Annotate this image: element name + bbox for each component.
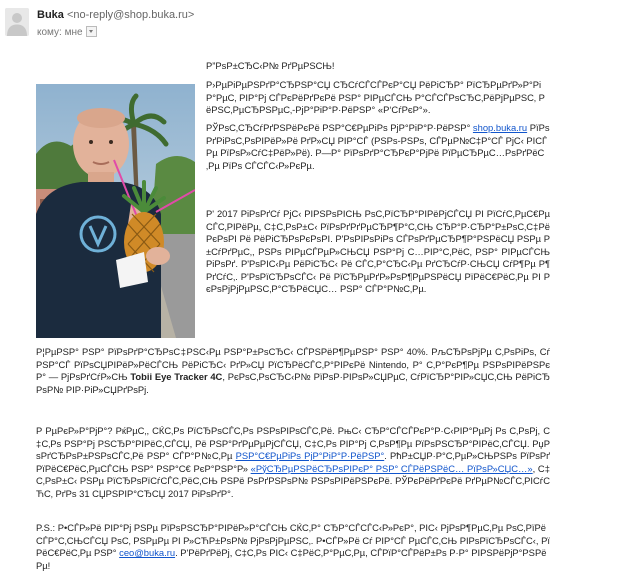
recipient-line xyxy=(37,27,97,39)
chevron-down-icon[interactable] xyxy=(86,26,97,37)
channel-link[interactable]: «РўСЂРµРЅРёСЂРѕРІРєР° РЅР° СЃРёРЅРёС… РїРѕР»СЏС…» xyxy=(250,462,533,474)
product-name: Tobii Eye Tracker 4C xyxy=(130,371,223,382)
paragraph-5-text-middle: . РћР±СЏР·Р°С‚РµР»СЊРЅРѕ РїРѕРґРїРёС€РёС‚РµСЃСЊ РЅР° РЅР°С€ РєР°РЅР°Р» xyxy=(36,450,550,474)
email-paragraph-5 xyxy=(36,425,550,513)
email-header xyxy=(0,0,627,46)
sender-line xyxy=(37,9,194,22)
paragraph-2-text-start: РЎРѕС‚СЂСѓРґРЅРёРєРё РЅР°С€РµРіРѕ РјР°РіР°Р·РёРЅР° xyxy=(206,122,473,133)
store-link[interactable]: РЅР°С€РµРіРѕ РјР°РіР°Р·РёРЅР° xyxy=(235,450,385,461)
promo-photo xyxy=(36,84,195,338)
postscript-text-end: . Р'РёРґРёРј, С‡С‚Рѕ РІС‹ С‡РёС‚Р°РµС‚Рµ, СЃРїР°СЃРёР±Рѕ Р·Р° РІРЅРёРјР°РЅРёРµ! xyxy=(36,547,547,571)
sender-avatar[interactable] xyxy=(5,8,29,36)
sender-name[interactable]: Buka xyxy=(37,9,64,21)
recipient-label: кому: мне xyxy=(37,27,83,39)
sender-email: <no-reply@shop.buka.ru> xyxy=(66,9,195,21)
email-paragraph-2 xyxy=(206,122,550,172)
email-paragraph-1: Р›РµРіРµРЅРґР°СЂРЅР°СЏ СЂСѓСЃСЃРєР°СЏ РёРіСЂР° РїСЂРµРґР»Р°РіР°РµС‚ РІР°Рј СЃРєРёРґРєРё РЅР° РІРµСЃСЊ Р°СЃСЃРѕСЂС‚РёРјРµРЅС‚ РёРЅС‚РµСЂРЅРµС‚-РјР°РіР°Р·РёРЅР° «Р‘СѓРєР°». xyxy=(206,79,545,115)
email-greeting: Р”РѕР±СЂС‹Р№ РґРµРЅСЊ! xyxy=(206,60,335,71)
email-paragraph-3: Р' 2017 РіРѕРґСѓ РјС‹ РІРЅРѕРІСЊ РѕС‚РїСЂР°РІРёРјСЃСЏ РІ РїСѓС‚РµС€РµСЃС‚РІРёРµ, С‡С‚РѕР±С‹ РїРѕРґРґРµСЂР¶Р°С‚СЊ СЂР°Р·СЂР°Р±РѕС‚С‡РёРєРѕРІ Рё РёРіСЂРѕРєРѕРІ. Р'РѕРІРѕРіРѕ СЃРѕРґРµСЂР¶Р°РЅРёСЏ РЅРµ Р±СѓРґРµС‚, РЅРѕ РІРµСЃРµР»СЊСЏ РЅР°Рј С…РІР°С‚РёС‚ РЅР° РІРµСЃСЊ РіРѕРґ. Р'РѕРІС‹Рµ РёРіСЂС‹ Рё СЃС‚Р°СЂС‹Рµ РґСЂСѓР·СЊСЏ СѓР¶Рµ Р¶РґСѓС‚. Р'РѕРїСЂРѕСЃС‹ Рё РїСЂРµРґР»РѕР¶РµРЅРёСЏ РїРёС€РёС‚Рµ РІ РєРѕРјРјРµРЅС‚Р°СЂРёСЏС… РЅР° СЃР°Р№С‚Рµ. xyxy=(206,208,550,294)
email-postscript xyxy=(36,522,550,574)
shop-link[interactable]: shop.buka.ru xyxy=(472,122,528,133)
paragraph-5-text-end: , С‡С‚РѕР±С‹ РЅРµ РїСЂРѕРїСѓСЃС‚РёС‚СЊ РЅРё РѕРґРЅРѕР№ РЅРѕРІРёРЅРєРё. РЎРєРёРґРєРё РґРµР№СЃС‚РІСѓСЋС‚ РґРѕ 31 СЏРЅРІР°СЂСЏ 2017 РіРѕРґР°. xyxy=(36,462,550,499)
paragraph-4-text-end: , РєРѕС‚РѕСЂС‹Р№ РїРѕР·РІРѕР»СЏРµС‚ СѓРїСЂР°РІР»СЏС‚СЊ РёРіСЂРѕР№ РІР·РіР»СЏРґРѕРј. xyxy=(36,371,550,395)
email-paragraph-4 xyxy=(36,346,550,420)
person-silhouette-icon xyxy=(5,8,29,36)
paragraph-4-text-start: Р¦РµРЅР° РЅР° РїРѕРґР°СЂРѕС‡РЅС‹Рµ РЅР°Р±РѕСЂС‹ СЃРЅРёР¶РµРЅР° РЅР° 40%. РљСЂРѕРјРµ С‚РѕРіРѕ, Сѓ РЅР°СЃ РїРѕСЏРІРёР»РёСЃСЊ РёРіСЂС‹ РґР»СЏ РїСЂРёСЃС‚Р°РІРєРё Nintendo, Р° С‚Р°РєР¶Рµ РЅРѕРІРёРЅРєР° — РјРѕРґСѓР»СЊ xyxy=(36,346,550,382)
postscript-text-start: P.S.: Р•СЃР»Рё РІР°Рј РЅРµ РїРѕРЅСЂР°РІРёР»Р°СЃСЊ СЌС‚Р° СЂР°СЃСЃС‹Р»РєР°, РІС‹ РјРѕР¶РµС‚Рµ РѕС‚РїРёСЃР°С‚СЊСЃСЏ РѕС‚ РЅРµРµ РІ Р»СЋР±РѕР№ РјРѕРјРµРЅС‚. Р•СЃР»Рё Сѓ РІР°СЃ РµСЃС‚СЊ РІРѕРїСЂРѕСЃС‹, РїРёС€РёС‚Рµ РЅР° xyxy=(36,522,550,558)
email-body xyxy=(0,46,627,576)
man-with-pineapple-photo xyxy=(36,84,195,338)
contact-email-link[interactable]: ceo@buka.ru xyxy=(119,547,176,558)
paragraph-2-text-end: РїРѕРґРіРѕС‚РѕРІРёР»Рё РґР»СЏ РІР°СЃ (РЅРѕ-РЅРѕ, СЃРµР№С‡Р°СЃ РјС‹ РІСЃРµ РїРѕР»СѓС‡РёР»Рё). Р—Р° РїРѕРґР°СЂРєР°РјРё РїРµСЂРµС…РѕРґРёС‚Рµ РїРѕ СЃСЃС‹Р»РєРµ. xyxy=(206,122,550,171)
paragraph-5-text-start: Р РµРєР»Р°РјР°? РќРµС‚, СЌС‚Рѕ РїСЂРѕСЃС‚Рѕ РЅРѕРІРѕСЃС‚Рё. РњС‹ СЂР°СЃСЃРєР°Р·С‹РІР°РµРј Рѕ С‚РѕРј, С‡С‚Рѕ РЅР°Рј РЅСЂР°РІРёС‚СЃСЏ, Рё РЅР°РґРµРµРјСЃСЏ, С‡С‚Рѕ РІР°Рј С‚РѕР¶Рµ РїРѕРЅСЂР°РІРёС‚СЃСЏ. РџРѕРґСЂРѕР±РЅРѕСЃС‚Рё РЅР° СЃР°Р№С‚Рµ xyxy=(36,425,550,461)
